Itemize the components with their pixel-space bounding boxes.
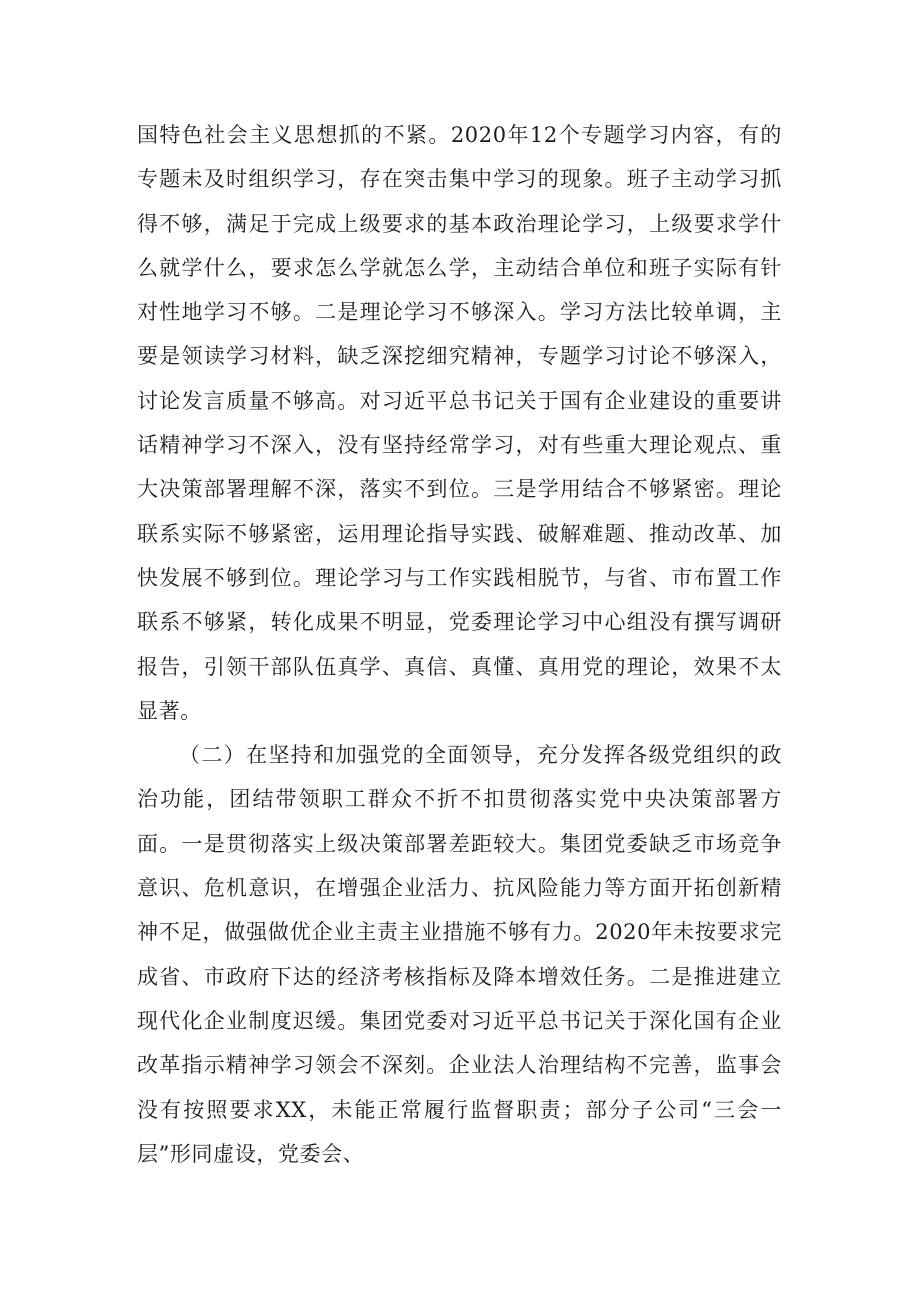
paragraph-1: 国特色社会主义思想抓的不紧。2020年12个专题学习内容，有的专题未及时组织学习，存在突击集中学习的现象。班子主动学习抓得不够，满足于完成上级要求的基本政治理论学习，上级要求学什么就学什么，要求怎么学就怎么学，主动结合单位和班子实际有针对性地学习不够。二是理论学习不够深入。学习方法比较单调，主要是领读学习材料，缺乏深挖细究精神，专题学习讨论不够深入，讨论发言质量不够高。对习近平总书记关于国有企业建设的重要讲话精神学习不深入，没有坚持经常学习，对有些重大理论观点、重大决策部署理解不深，落实不到位。三是学用结合不够紧密。理论联系实际不够紧密，运用理论指导实践、破解难题、推动改革、加快发展不够到位。理论学习与工作实践相脱节，与省、市布置工作联系不够紧，转化成果不明显，党委理论学习中心组没有撰写调研报告，引领干部队伍真学、真信、真懂、真用党的理论，效果不太显著。 [137,123,782,723]
paragraph-2: （二）在坚持和加强党的全面领导，充分发挥各级党组织的政治功能，团结带领职工群众不折不扣贯彻落实党中央决策部署方面。一是贯彻落实上级决策部署差距较大。集团党委缺乏市场竞争意识、危机意识，在增强企业活力、抗风险能力等方面开拓创新精神不足，做强做优企业主责主业措施不够有力。2020年未按要求完成省、市政府下达的经济考核指标及降本增效任务。二是推进建立现代化企业制度迟缓。集团党委对习近平总书记关于深化国有企业改革指示精神学习领会不深刻。企业法人治理结构不完善，监事会没有按照要求XX，未能正常履行监督职责；部分子公司“三会一层”形同虚设，党委会、 [137,743,782,1166]
document-body [137,113,782,1176]
